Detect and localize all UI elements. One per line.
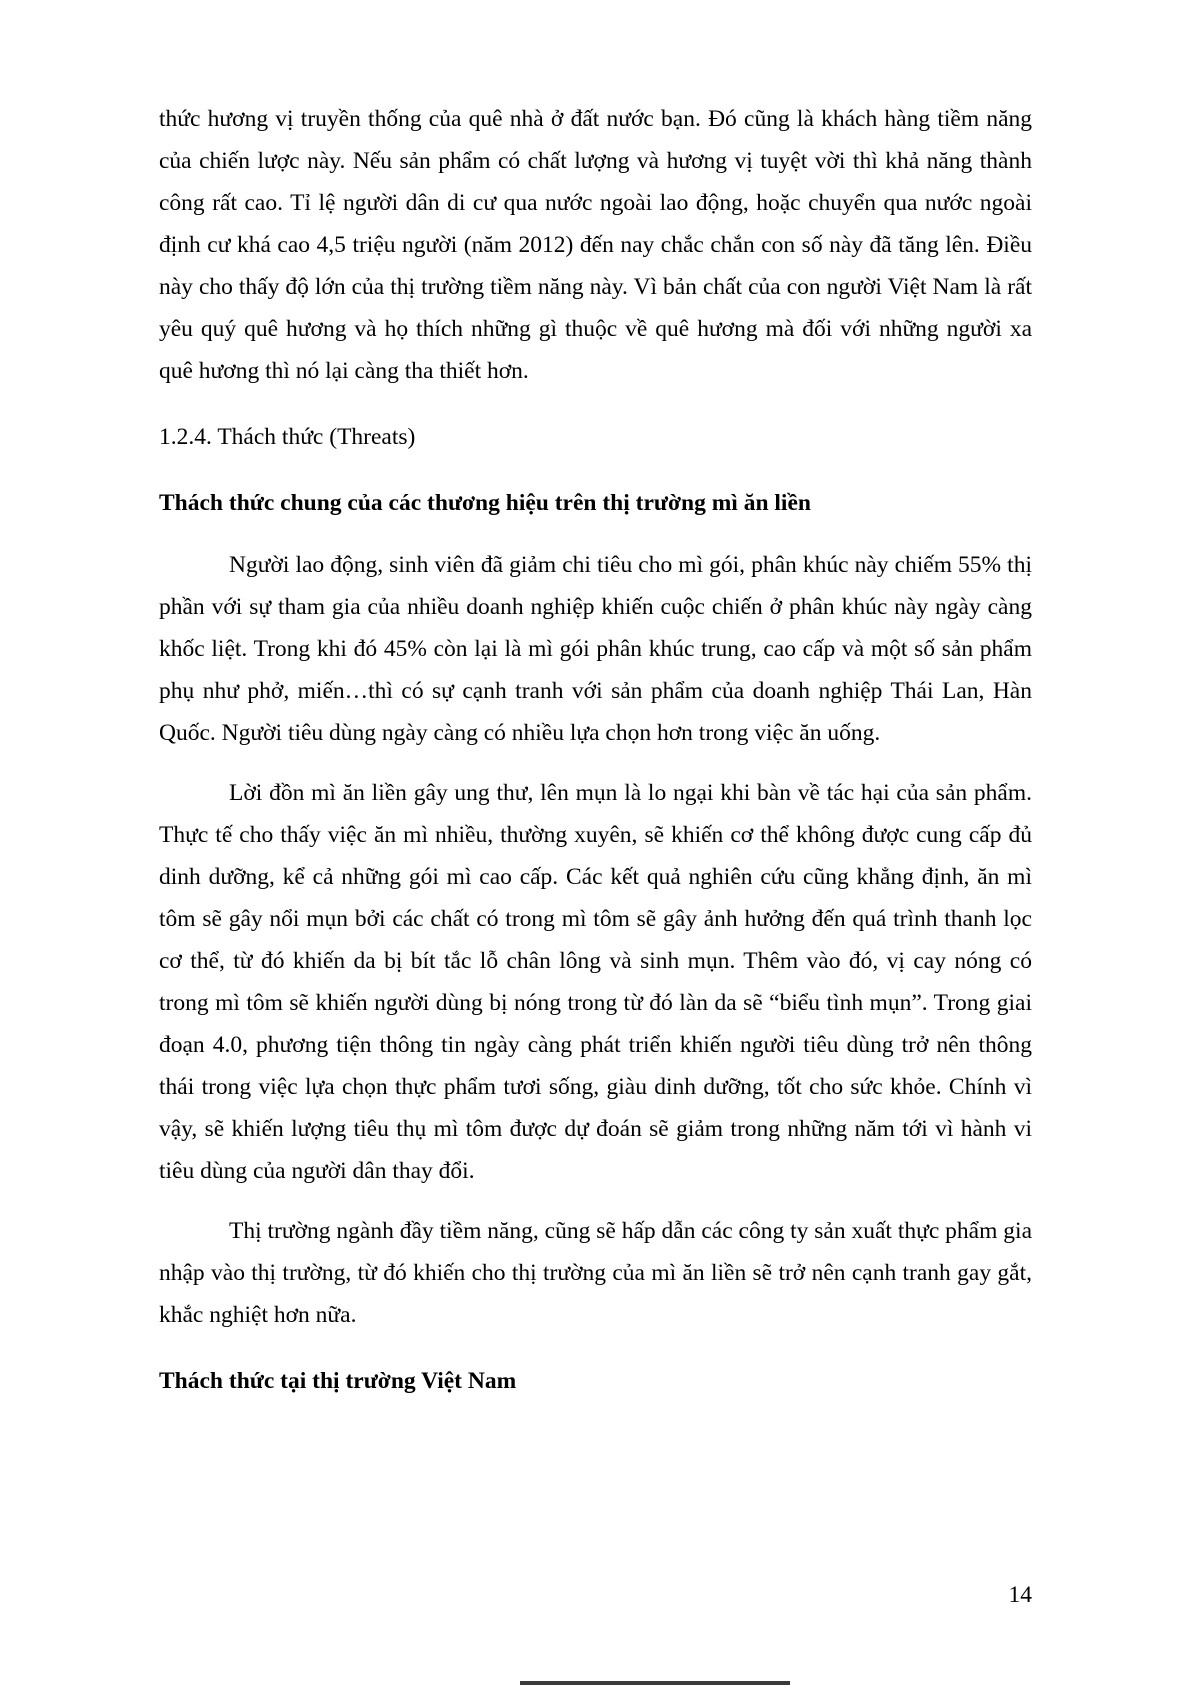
paragraph-health-concerns: Lời đồn mì ăn liền gây ung thư, lên mụn là lo ngại khi bàn về tác hại của sản phẩm. Thực tế cho thấy việc ăn mì nhiều, thường xuyên, sẽ khiến cơ thể không được cung cấp đủ dinh dưỡng, kể cả những gói mì cao cấp. Các kết quả nghiên cứu cũng khẳng định, ăn mì tôm sẽ gây nổi mụn bởi các chất có trong mì tôm sẽ gây ảnh hưởng đến quá trình thanh lọc cơ thể, từ đó khiến da bị bít tắc lỗ chân lông và sinh mụn. Thêm vào đó, vị cay nóng có trong mì tôm sẽ khiến người dùng bị nóng trong từ đó làn da sẽ “biểu tình mụn”. Trong giai đoạn 4.0, phương tiện thông tin ngày càng phát triển khiến người tiêu dùng trở nên thông thái trong việc lựa chọn thực phẩm tươi sống, giàu dinh dưỡng, tốt cho sức khỏe. Chính vì vậy, sẽ khiến lượng tiêu thụ mì tôm được dự đoán sẽ giảm trong những năm tới vì hành vi tiêu dùng của người dân thay đổi. [159,780,1032,1184]
paragraph-market-competition: Thị trường ngành đầy tiềm năng, cũng sẽ hấp dẫn các công ty sản xuất thực phẩm gia nhập vào thị trường, từ đó khiến cho thị trường của mì ăn liền sẽ trở nên cạnh tranh gay gắt, khắc nghiệt hơn nữa. [159,1218,1032,1328]
page-content [159,98,1032,1422]
subheading-vietnam-market-challenges: Thách thức tại thị trường Việt Nam [159,1368,517,1394]
section-heading-threats: 1.2.4. Thách thức (Threats) [159,424,416,450]
page-bottom-divider [520,1681,790,1685]
page-number: 14 [1008,1582,1032,1608]
paragraph-continuation: thức hương vị truyền thống của quê nhà ở đất nước bạn. Đó cũng là khách hàng tiềm năng của chiến lược này. Nếu sản phẩm có chất lượng và hương vị tuyệt vời thì khả năng thành công rất cao. Tỉ lệ người dân di cư qua nước ngoài lao động, hoặc chuyển qua nước ngoài định cư khá cao 4,5 triệu người (năm 2012) đến nay chắc chắn con số này đã tăng lên. Điều này cho thấy độ lớn của thị trường tiềm năng này. Vì bản chất của con người Việt Nam là rất yêu quý quê hương và họ thích những gì thuộc về quê hương mà đối với những người xa quê hương thì nó lại càng tha thiết hơn. [159,106,1032,384]
subheading-common-challenges: Thách thức chung của các thương hiệu trên thị trường mì ăn liền [159,490,811,516]
paragraph-market-segments: Người lao động, sinh viên đã giảm chi tiêu cho mì gói, phân khúc này chiếm 55% thị phần với sự tham gia của nhiều doanh nghiệp khiến cuộc chiến ở phân khúc này ngày càng khốc liệt. Trong khi đó 45% còn lại là mì gói phân khúc trung, cao cấp và một số sản phẩm phụ như phở, miến…thì có sự cạnh tranh với sản phẩm của doanh nghiệp Thái Lan, Hàn Quốc. Người tiêu dùng ngày càng có nhiều lựa chọn hơn trong việc ăn uống. [159,552,1032,746]
